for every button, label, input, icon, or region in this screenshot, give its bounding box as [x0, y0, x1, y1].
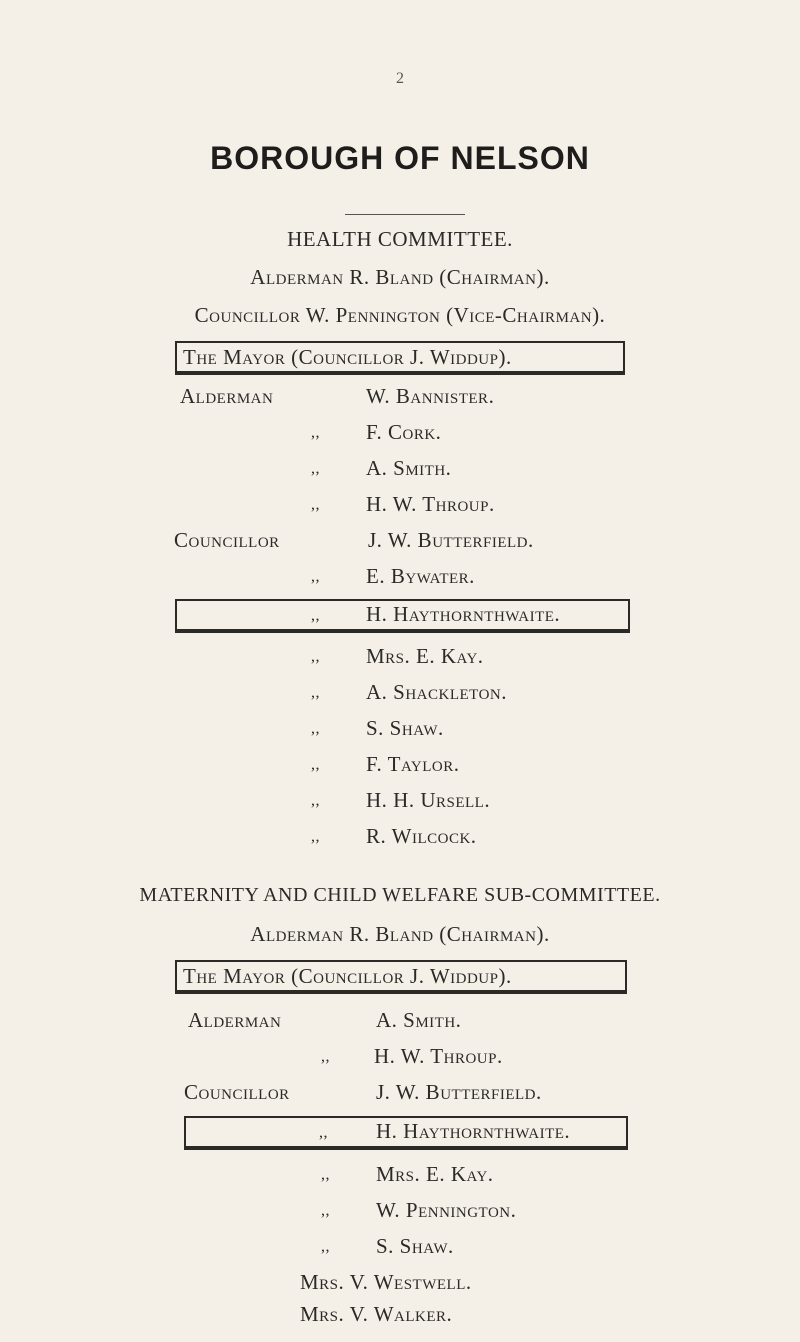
health-member-6: R. Wilcock. — [366, 824, 477, 848]
maternity-member-3: S. Shaw. — [376, 1234, 454, 1258]
maternity-member-1: Mrs. E. Kay. — [376, 1162, 494, 1186]
health-chairman: Alderman R. Bland (Chairman). — [250, 265, 550, 289]
ditto-mark: ,, — [311, 607, 320, 624]
health-member-5: H. H. Ursell. — [366, 788, 491, 812]
maternity-alderman-label: Alderman — [188, 1008, 282, 1032]
maternity-other-1: Mrs. V. Westwell. — [300, 1270, 472, 1294]
health-member-1: Mrs. E. Kay. — [366, 644, 484, 668]
title-divider — [345, 214, 465, 215]
ditto-mark: ,, — [311, 648, 320, 665]
maternity-boxed-member: H. Haythornthwaite. — [376, 1119, 571, 1143]
maternity-chairman: Alderman R. Bland (Chairman). — [250, 922, 550, 946]
health-boxed-member-box — [175, 599, 630, 633]
maternity-boxed-member-box — [184, 1116, 628, 1150]
health-councillor-1: J. W. Butterfield. — [368, 528, 534, 552]
health-member-3: S. Shaw. — [366, 716, 444, 740]
maternity-other-2: Mrs. V. Walker. — [300, 1302, 453, 1326]
maternity-councillor-label: Councillor — [184, 1080, 290, 1104]
ditto-mark: ,, — [311, 756, 320, 773]
health-councillor-label: Councillor — [174, 528, 280, 552]
ditto-mark: ,, — [311, 828, 320, 845]
health-member-4: F. Taylor. — [366, 752, 460, 776]
health-mayor-box — [175, 341, 625, 375]
ditto-mark: ,, — [311, 460, 320, 477]
maternity-member-2: W. Pennington. — [376, 1198, 517, 1222]
health-vice-chairman: Councillor W. Pennington (Vice-Chairman). — [194, 303, 606, 327]
health-committee-heading: HEALTH COMMITTEE. — [287, 227, 513, 251]
health-alderman-1: W. Bannister. — [366, 384, 495, 408]
ditto-mark: ,, — [311, 684, 320, 701]
health-mayor: The Mayor (Councillor J. Widdup). — [183, 345, 512, 369]
health-alderman-2: F. Cork. — [366, 420, 442, 444]
ditto-mark: ,, — [321, 1238, 330, 1255]
ditto-mark: ,, — [311, 568, 320, 585]
ditto-mark: ,, — [311, 424, 320, 441]
maternity-councillor-1: J. W. Butterfield. — [376, 1080, 542, 1104]
ditto-mark: ,, — [311, 792, 320, 809]
health-member-2: A. Shackleton. — [366, 680, 507, 704]
ditto-mark: ,, — [311, 496, 320, 513]
health-alderman-3: A. Smith. — [366, 456, 452, 480]
maternity-alderman-1: A. Smith. — [376, 1008, 462, 1032]
maternity-committee-heading: MATERNITY AND CHILD WELFARE SUB-COMMITTEE. — [139, 884, 661, 906]
ditto-mark: ,, — [321, 1166, 330, 1183]
ditto-mark: ,, — [319, 1124, 328, 1141]
maternity-mayor: The Mayor (Councillor J. Widdup). — [183, 964, 512, 988]
health-alderman-label: Alderman — [180, 384, 274, 408]
health-alderman-4: H. W. Throup. — [366, 492, 495, 516]
maternity-mayor-box — [175, 960, 627, 994]
ditto-mark: ,, — [321, 1048, 330, 1065]
health-councillor-2: E. Bywater. — [366, 564, 475, 588]
page-number: 2 — [396, 70, 404, 87]
ditto-mark: ,, — [311, 720, 320, 737]
page-title: BOROUGH OF NELSON — [210, 140, 590, 176]
ditto-mark: ,, — [321, 1202, 330, 1219]
maternity-alderman-2: H. W. Throup. — [374, 1044, 503, 1068]
health-boxed-member: H. Haythornthwaite. — [366, 602, 561, 626]
